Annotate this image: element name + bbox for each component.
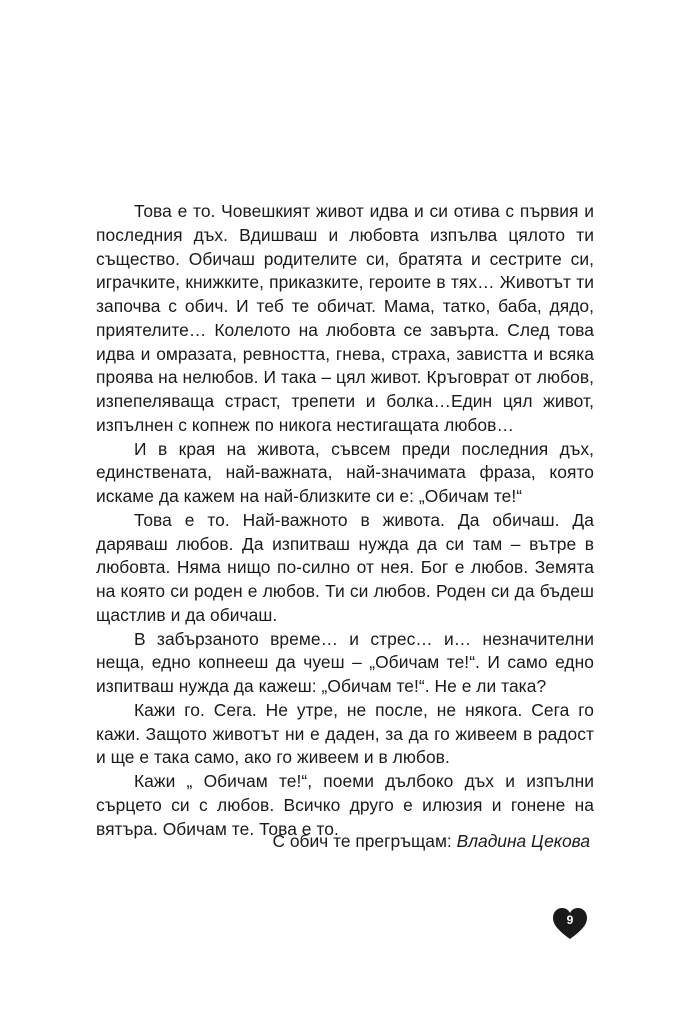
paragraph-1: Това е то. Човешкият живот идва и си отива с първия и последния дъх. Вдишваш и любовта изпълва цялото ти същество. Обичаш родителите си, братята и сестрите си, играчките, книжките, приказките, героите в тях… Животът ти започва с обич. И теб те обичат. Мама, татко, баба, дядо, приятелите… Колелото на любовта се завърта. След това идва и омразата, ревността, гнева, страха, завистта и всяка проява на нелюбов. И така – цял живот. Кръговрат от любов, изпепеляваща страст, трепети и болка…Един цял живот, изпълнен с копнеж по никога нестигащата любов…	[96, 201, 594, 435]
signature-prefix: С обич те прегръщам:	[272, 831, 452, 851]
page-number: 9	[566, 913, 574, 927]
paragraph-6: Кажи „ Обичам те!“, поеми дълбоко дъх и изпълни сърцето си с любов. Всичко друго е илюзия и гонене на вятъра. Обичам те. Това е то.	[96, 771, 594, 839]
paragraph-3: Това е то. Най-важното в живота. Да обичаш. Да даряваш любов. Да изпитваш нужда да си там – вътре в любовта. Няма нищо по-силно от нея. Бог е любов. Земята на която си роден е любов. Ти си любов. Роден си да бъдеш щастлив и да обичаш.	[96, 509, 594, 625]
paragraph-2: И в края на живота, съвсем преди последния дъх, единствената, най-важната, най-значимата фраза, която искаме да кажем на най-близките си е: „Обичам те!“	[96, 438, 594, 506]
paragraph-4: В забързаното време… и стрес… и… незначителни неща, едно копнееш да чуеш – „Обичам те!“. И само едно изпитваш нужда да кажеш: „Обичам те!“. Не е ли така?	[96, 628, 594, 696]
page-number-badge	[553, 908, 587, 942]
paragraph-5: Кажи го. Сега. Не утре, не после, не някога. Сега го кажи. Защото животът ни е даден, за да го живеем в радост и ще е така само, ако го живеем и в любов.	[96, 699, 594, 768]
signature-author: Владина Цекова	[456, 831, 590, 851]
signature-line	[272, 829, 590, 853]
body-text	[96, 200, 594, 841]
